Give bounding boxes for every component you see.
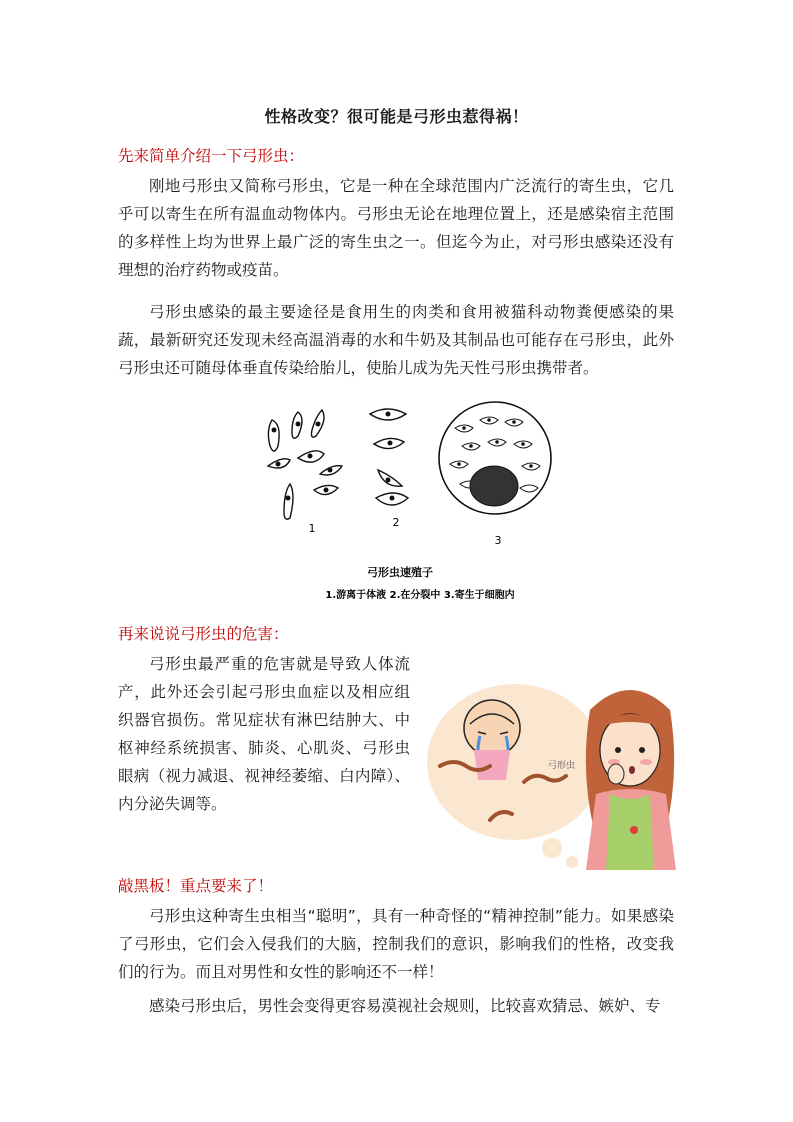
paragraph-key-2: 感染弓形虫后，男性会变得更容易漠视社会规则，比较喜欢猜忌、嫉妒、专 (149, 997, 661, 1015)
cartoon-illustration (420, 670, 685, 870)
paragraph-intro-1: 刚地弓形虫又简称弓形虫，它是一种在全球范围内广泛流行的寄生虫，它几乎可以寄生在所有温血动物体内。弓形虫无论在地理位置上，还是感染宿主范围的多样性上均为世界上最广泛的寄生虫之一。但迄今为止，对弓形虫感染还没有理想的治疗药物或疫苗。 (118, 177, 674, 279)
figure-label-3: 3 (494, 534, 502, 547)
paragraph-key-1: 弓形虫这种寄生虫相当“聪明”，具有一种奇怪的“精神控制”能力。如果感染了弓形虫，它们会入侵我们的大脑，控制我们的意识，影响我们的性格，改变我们的行为。而且对男性和女性的影响还不一样！ (118, 907, 674, 981)
worried-woman-cartoon (420, 670, 685, 870)
section-heading-intro: 先来简单介绍一下弓形虫： (118, 147, 305, 165)
figure-label-2: 2 (392, 516, 400, 529)
figure-caption-title: 弓形虫速殖子 (367, 566, 433, 579)
baby-icon (464, 700, 520, 756)
bubble-label: 弓形虫 (548, 761, 576, 771)
tachyzoite-illustration (250, 398, 560, 608)
tachyzoite-figure (250, 398, 560, 608)
paragraph-intro-2: 弓形虫感染的最主要途径是食用生的肉类和食用被猫科动物粪便感染的果蔬，最新研究还发现未经高温消毒的水和牛奶及其制品也可能存在弓形虫，此外弓形虫还可随母体垂直传染给胎儿，使胎儿成为先天性弓形虫携带者。 (118, 303, 674, 377)
figure-label-1: 1 (308, 522, 316, 535)
section-heading-harm: 再来说说弓形虫的危害： (118, 625, 289, 643)
paragraph-harm: 弓形虫最严重的危害就是导致人体流产，此外还会引起弓形虫血症以及相应组织器官损伤。常见症状有淋巴结肿大、中枢神经系统损害、肺炎、心肌炎、弓形虫眼病（视力减退、视神经萎缩、白内障）、内分泌失调等。 (118, 655, 410, 813)
flower-icon (630, 826, 638, 834)
document-title: 性格改变？很可能是弓形虫惹得祸！ (264, 107, 529, 126)
figure-caption-subtitle: 1.游离于体液 2.在分裂中 3.寄生于细胞内 (325, 590, 515, 601)
section-heading-key: 敲黑板！重点要来了！ (118, 877, 274, 895)
